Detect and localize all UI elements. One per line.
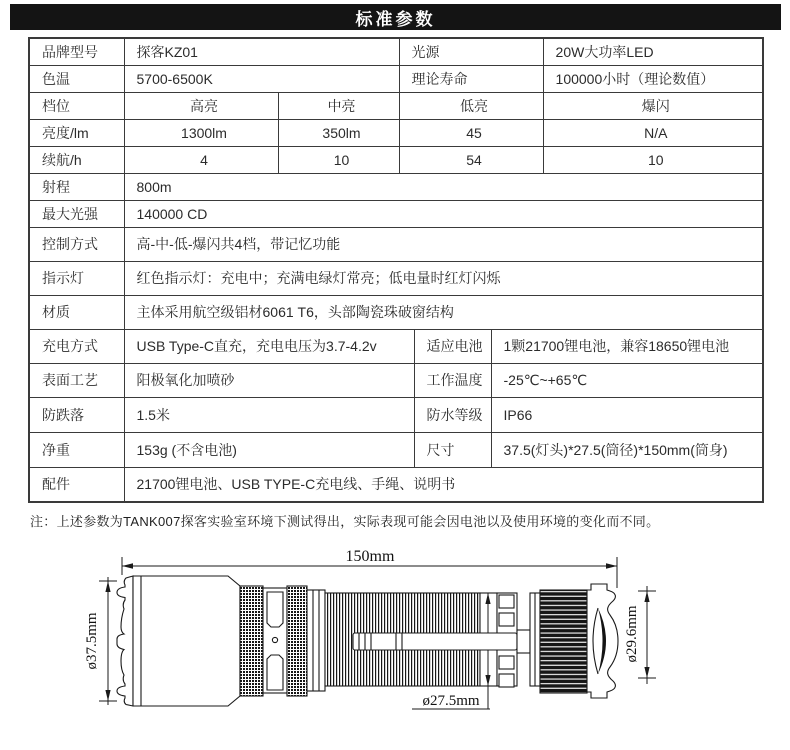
spec-value: N/A [543,119,763,146]
spec-label: 亮度/lm [29,119,124,146]
dim-head-diameter [99,577,117,705]
spec-value: 20W大功率LED [543,38,763,65]
spec-value: 10 [278,146,399,173]
spec-table [28,37,764,503]
spec-label: 理论寿命 [399,65,543,92]
spec-label: 防水等级 [414,397,491,432]
spec-value: 800m [124,173,763,200]
spec-label: 档位 [29,92,124,119]
spec-value: 5700-6500K [124,65,399,92]
dim-length-label: 150mm [345,548,395,565]
spec-label: 工作温度 [414,363,491,397]
spec-label: 控制方式 [29,227,124,261]
footnote: 注：上述参数为TANK007探客实验室环境下测试得出，实际表现可能会因电池以及使用环境的变化而不同。 [30,514,660,529]
section-title: 标准参数 [355,9,436,29]
spec-value: USB Type-C直充，充电电压为3.7-4.2v [124,329,414,363]
row-brand-model [29,38,763,65]
row-drop-resistance [29,397,763,432]
flashlight-drawing [117,576,618,709]
row-brightness [29,119,763,146]
spec-label: 品牌型号 [29,38,124,65]
row-surface-finish [29,363,763,397]
side-switch-dot [272,637,277,642]
spec-label: 射程 [29,173,124,200]
mode-strobe: 爆闪 [543,92,763,119]
spec-value: 153g (不含电池) [124,432,414,467]
spec-value: 1.5米 [124,397,414,432]
spec-value: 1300lm [124,119,278,146]
spec-label: 表面工艺 [29,363,124,397]
spec-value: 主体采用航空级铝材6061 T6，头部陶瓷珠破窗结构 [124,295,763,329]
row-color-temperature [29,65,763,92]
mode-high: 高亮 [124,92,278,119]
knurl-ring-rear [287,586,307,696]
knurl-ring-front [240,586,263,696]
spec-value: 37.5(灯头)*27.5(筒径)*150mm(筒身) [491,432,763,467]
dim-tail-diameter [638,586,656,684]
row-material [29,295,763,329]
spec-label: 光源 [399,38,543,65]
mode-low: 低亮 [399,92,543,119]
spec-label: 净重 [29,432,124,467]
flashlight-head [133,576,240,706]
spec-value: 1颗21700锂电池，兼容18650锂电池 [491,329,763,363]
spec-label: 材质 [29,295,124,329]
spec-label: 指示灯 [29,261,124,295]
spec-value: 4 [124,146,278,173]
spec-value: 10 [543,146,763,173]
strike-bezel [117,576,133,706]
flashlight-dimension-diagram [0,533,790,749]
spec-value: -25℃~+65℃ [491,363,763,397]
row-net-weight [29,432,763,467]
spec-value: IP66 [491,397,763,432]
row-modes-header [29,92,763,119]
spec-label: 充电方式 [29,329,124,363]
section-title-bar [10,4,781,30]
row-beam-distance [29,173,763,200]
row-indicator-light [29,261,763,295]
row-max-intensity [29,200,763,227]
spec-value: 红色指示灯：充电中；充满电绿灯常亮；低电量时红灯闪烁 [124,261,763,295]
dim-body-diameter-label: ø27.5mm [422,693,480,709]
spec-value: 350lm [278,119,399,146]
spec-value: 100000小时（理论数值） [543,65,763,92]
tail-knurl [540,590,587,693]
dim-head-diameter-label: ø37.5mm [84,612,100,670]
row-runtime [29,146,763,173]
spec-label: 尺寸 [414,432,491,467]
spec-value: 探客KZ01 [124,38,399,65]
spec-label: 色温 [29,65,124,92]
spec-label: 适应电池 [414,329,491,363]
row-control-mode [29,227,763,261]
mode-mid: 中亮 [278,92,399,119]
spec-value: 45 [399,119,543,146]
row-accessories [29,467,763,502]
spec-value: 21700锂电池、USB TYPE-C充电线、手绳、说明书 [124,467,763,502]
spec-value: 阳极氧化加喷砂 [124,363,414,397]
spec-value: 54 [399,146,543,173]
spec-label: 配件 [29,467,124,502]
pocket-clip [353,630,530,653]
dim-tail-diameter-label: ø29.6mm [624,605,640,663]
row-charging [29,329,763,363]
spec-value: 高-中-低-爆闪共4档，带记忆功能 [124,227,763,261]
spec-label: 最大光强 [29,200,124,227]
spec-label: 续航/h [29,146,124,173]
spec-value: 140000 CD [124,200,763,227]
spec-label: 防跌落 [29,397,124,432]
